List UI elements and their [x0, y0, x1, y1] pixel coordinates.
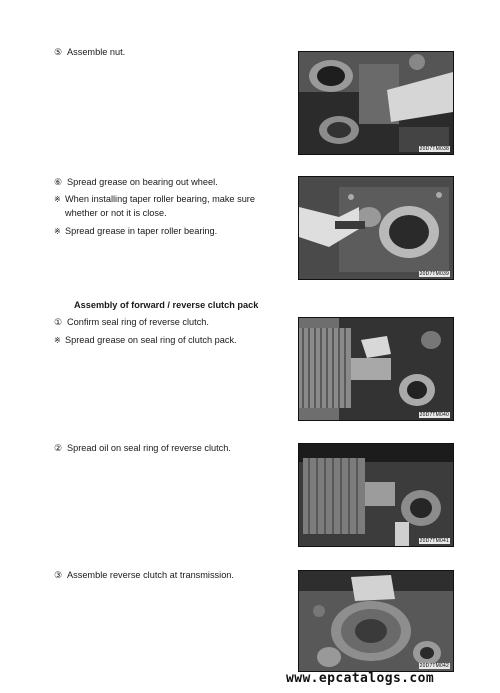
section-heading: Assembly of forward / reverse clutch pack	[74, 300, 259, 310]
photo-code: 20D7TM041	[419, 538, 449, 544]
note-taper-bearing	[54, 193, 282, 219]
note-mark: ※	[54, 336, 61, 345]
step-text: Spread grease on bearing out wheel.	[67, 177, 218, 187]
note-text-line1: When installing taper roller bearing, make sure	[65, 194, 255, 204]
note-grease-seal-ring	[54, 334, 282, 348]
step-text: Confirm seal ring of reverse clutch.	[67, 317, 209, 327]
step-text: Assemble reverse clutch at transmission.	[67, 570, 234, 580]
note-text: Spread grease in taper roller bearing.	[65, 226, 218, 236]
note-mark: ※	[54, 227, 61, 236]
step-number: ②	[54, 443, 63, 453]
step-3	[54, 569, 234, 581]
step-1	[54, 316, 209, 328]
photo-code: 20D7TM042	[419, 663, 449, 669]
photo-code: 20D7TM040	[419, 412, 449, 418]
step-number: ③	[54, 570, 63, 580]
step-6	[54, 176, 218, 188]
photo-code: 20D7TM038	[419, 146, 449, 152]
step-text: Assemble nut.	[67, 47, 126, 57]
step-text: Spread oil on seal ring of reverse clutch.	[67, 443, 231, 453]
step-number: ①	[54, 317, 63, 327]
note-grease-bearing	[54, 225, 282, 239]
photo-spread-oil	[298, 443, 454, 547]
note-mark: ※	[54, 195, 61, 204]
photo-assemble-nut	[298, 51, 454, 155]
photo-seal-ring	[298, 317, 454, 421]
step-5	[54, 46, 125, 58]
photo-spread-grease	[298, 176, 454, 280]
note-text: Spread grease on seal ring of clutch pack.	[65, 335, 237, 345]
photo-assemble-clutch	[298, 570, 454, 672]
photo-code: 20D7TM039	[419, 271, 449, 277]
note-text-line2: whether or not it is close.	[65, 207, 167, 218]
step-2	[54, 442, 231, 454]
step-number: ⑥	[54, 177, 63, 187]
step-number: ⑤	[54, 47, 63, 57]
watermark: www.epcatalogs.com	[286, 671, 435, 686]
